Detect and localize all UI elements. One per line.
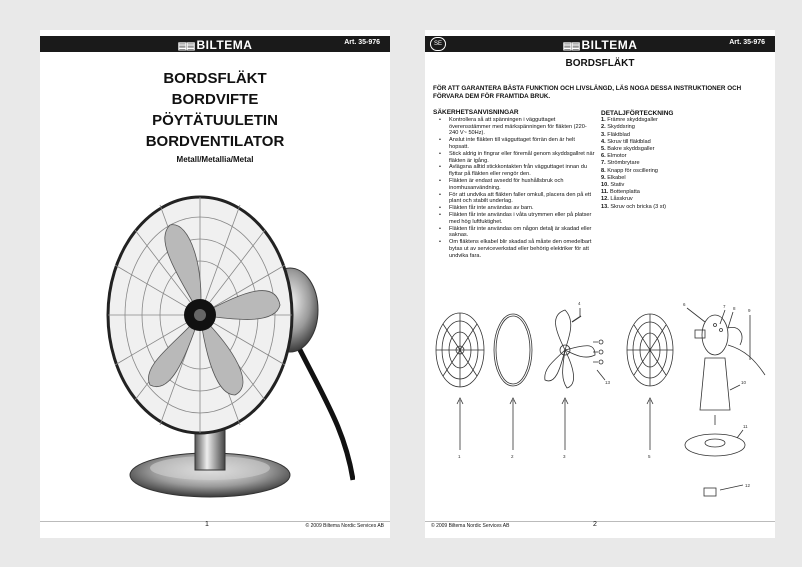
page-footer — [425, 521, 775, 530]
page-1 — [40, 30, 390, 538]
page-number: 2 — [593, 521, 597, 528]
material-subtitle: Metall/Metallia/Metal — [176, 155, 254, 164]
list-item: 11. Bottenplatta — [601, 189, 640, 196]
parts-section — [601, 110, 771, 211]
svg-text:7: 7 — [723, 304, 726, 309]
list-item: 13. Skruv och bricka (3 st) — [601, 203, 666, 210]
list-item: • Fläkten får inte användas i våta utrymmen eller på platser med hög luftfuktighet. — [437, 212, 596, 226]
list-item: 8. Knapp för oscillering — [601, 167, 658, 174]
list-item: 1. Främre skyddsgaller — [601, 117, 658, 124]
intro-text: FÖR ATT GARANTERA BÄSTA FUNKTION OCH LIVSLÄNGD, LÄS NOGA DESSA INSTRUKTIONER OCH FÖRVARA DEM FÖR FRAMTIDA BRUK. — [433, 85, 742, 100]
page-title: BORDSFLÄKT — [565, 58, 635, 69]
parts-heading: DETALJFÖRTECKNING — [601, 110, 674, 117]
list-item: • Om fläktens elkabel blir skadad så måste den omedelbart bytas ut av serviceverkstad eller behörig elektriker för att undvika fara. — [437, 239, 596, 259]
page-2 — [425, 30, 775, 538]
exploded-diagram — [425, 280, 775, 515]
article-number: Art. 35-976 — [729, 39, 765, 46]
logo-mark-icon: ▤▤ — [562, 41, 580, 52]
safety-section — [433, 110, 596, 260]
svg-text:10: 10 — [741, 380, 747, 385]
brand-logo: ▤▤ BILTEMA — [562, 38, 638, 52]
logo-mark-icon: ▤▤ — [177, 41, 195, 52]
page-footer — [40, 521, 390, 530]
svg-text:6: 6 — [683, 302, 686, 307]
safety-heading: SÄKERHETSANVISNINGAR — [433, 109, 519, 116]
parts-list — [601, 117, 771, 211]
list-item: 9. Elkabel — [601, 174, 626, 181]
list-item: 3. Fläktblad — [601, 131, 630, 138]
list-item: • För att undvika att fläkten faller omkull, placera den på ett plant och stabilt underlag. — [437, 192, 596, 206]
list-item: 10. Stativ — [601, 182, 625, 189]
svg-text:8: 8 — [733, 306, 736, 311]
title-finnish: PÖYTÄTUULETIN — [152, 112, 278, 129]
svg-text:13: 13 — [605, 380, 611, 385]
title-swedish: BORDSFLÄKT — [163, 70, 267, 87]
svg-text:5: 5 — [648, 454, 651, 459]
svg-text:4: 4 — [578, 301, 581, 306]
list-item: • Stick aldrig in fingrar eller föremål genom skyddsgallret när fläkten är igång. — [437, 151, 596, 165]
language-badge: SE — [430, 37, 446, 51]
safety-list — [433, 117, 596, 260]
copyright: © 2009 Biltema Nordic Services AB — [305, 523, 384, 529]
list-item: • Fläkten är endast avsedd för hushållsbruk och inomhusanvändning. — [437, 178, 596, 192]
header-bar — [40, 36, 390, 52]
list-item: • Anslut inte fläkten till vägguttaget förrän den är helt hopsatt. — [437, 137, 596, 151]
list-item: 5. Bakre skyddsgaller — [601, 146, 655, 153]
list-item: • Fläkten får inte användas om någon detalj är skadad eller saknas. — [437, 226, 596, 240]
title-norwegian: BORDVIFTE — [171, 91, 259, 108]
svg-text:2: 2 — [511, 454, 514, 459]
title-danish: BORDVENTILATOR — [145, 133, 285, 150]
page-number: 1 — [205, 521, 209, 528]
svg-text:9: 9 — [748, 308, 751, 313]
svg-text:1: 1 — [458, 454, 461, 459]
list-item: 4. Skruv till fläktblad — [601, 138, 651, 145]
copyright: © 2009 Biltema Nordic Services AB — [431, 523, 510, 529]
list-item: 6. Elmotor — [601, 153, 627, 160]
brand-logo: ▤▤ BILTEMA — [177, 38, 253, 52]
svg-text:3: 3 — [563, 454, 566, 459]
list-item: • Kontrollera så att spänningen i vägguttaget överensstämmer med märkspänningen för fläkten (220-240 V~ 50Hz). — [437, 117, 596, 137]
list-item: • Avlägsna alltid stickkontakten från vägguttaget innan du flyttar på fläkten eller rengör den. — [437, 164, 596, 178]
list-item: • Fläkten får inte användas av barn. — [437, 205, 596, 212]
list-item: 7. Strömbrytare — [601, 160, 640, 167]
svg-text:12: 12 — [745, 483, 751, 488]
fan-photo — [95, 180, 355, 500]
diagram-labels — [458, 301, 751, 488]
article-number: Art. 35-976 — [344, 39, 380, 46]
svg-text:11: 11 — [743, 424, 748, 429]
header-bar — [425, 36, 775, 52]
list-item: 2. Skyddsring — [601, 124, 635, 131]
list-item: 12. Låsskruv — [601, 196, 633, 203]
